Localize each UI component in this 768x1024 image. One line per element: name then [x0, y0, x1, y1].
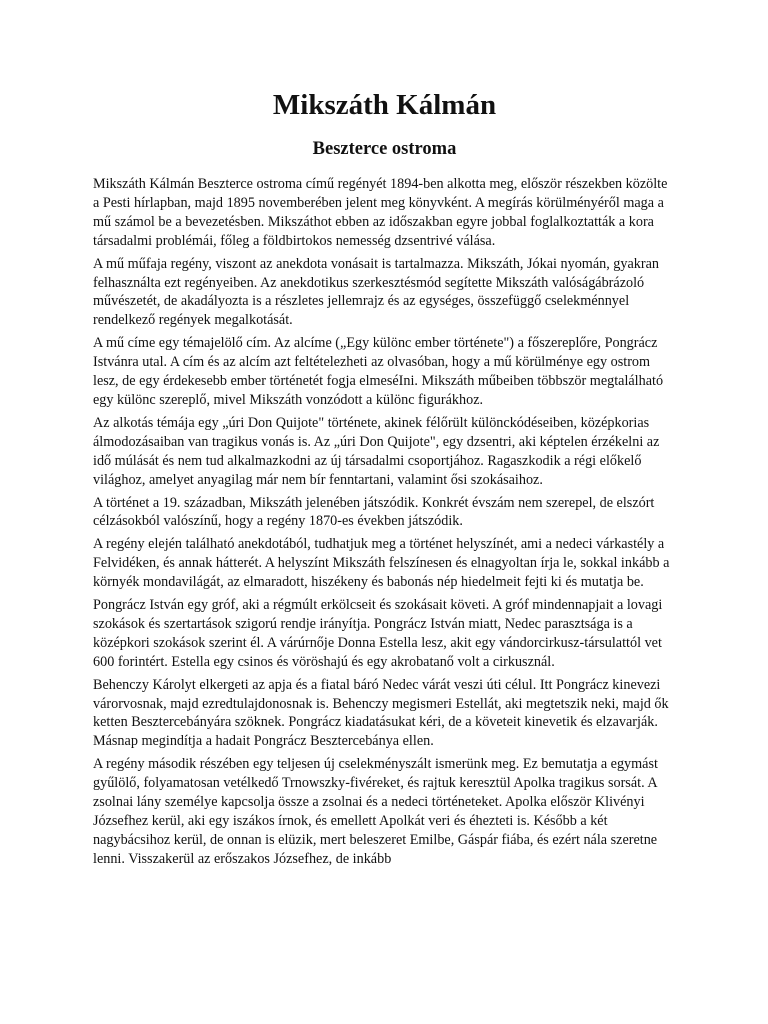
paragraph: A történet a 19. században, Mikszáth jelenében játszódik. Konkrét évszám nem szerepel, de elszórt célzásokból valószínű, hogy a regény 1870-es években játszódik. — [93, 494, 655, 530]
paragraph: Pongrácz István egy gróf, aki a régmúlt erkölcseit és szokásait követi. A gróf mindennapjait a lovagi szokások és szertartások szigorú rendje irányítja. Pongrácz István miatt, Nedec parasztsága is a középkori szokások szerint él. A várúrnője Donna Estella lesz, akit egy vándorcirkusz-társulattól vet 600 forintért. Estella egy csinos és vöröshajú és egy akrobatanő volt a cirkusznál. — [93, 597, 663, 670]
document-title: Mikszáth Kálmán — [272, 89, 497, 121]
document-subtitle: Beszterce ostroma — [312, 139, 457, 159]
paragraph: A regény elején található anekdotából, tudhatjuk meg a történet helyszínét, ami a nedeci várkastély a Felvidéken, és annak hátterét. A helyszínt Mikszáth felszínesen és elnagyoltan írja le, sokkal inkább a környék mondavilágát, az elmaradott, hiszékeny és babonás nép hiedelmeit fejti ki és mutatja be. — [93, 536, 670, 591]
paragraph: A mű címe egy témajelölő cím. Az alcíme („Egy különc ember története") a főszereplőre, Pongrácz Istvánra utal. A cím és az alcím azt feltételezheti az olvasóban, hogy a mű körülménye egy ostrom lesz, de egy érdekesebb ember történetét fogja elmeséIni. Mikszáth műbeiben többször megtalálható egy különc szereplő, mivel Mikszáth vonzódott a különc figurákhoz. — [93, 335, 664, 408]
paragraph: A regény második részében egy teljesen új cselekményszált ismerünk meg. Ez bemutatja a egymást gyűlölő, folyamatosan vetélkedő Trnowszky-fivéreket, és rajtuk keresztül Apolka tragikus sorsát. A zsolnai lány személye kapcsolja össze a zsolnai és a nedeci történeteket. Apolka először Klivényi Józsefhez kerül, aki egy iszákos írnok, és emellett Apolkát veri és éhezteti is. Később a két nagybácsihoz kerül, de onnan is elüzik, mert beleszeret Emilbe, Gáspár fiába, és ezért nála szeretne lenni. Visszakerül az erőszakos Józsefhez, de inkább — [93, 756, 658, 867]
paragraph: A mű műfaja regény, viszont az anekdota vonásait is tartalmazza. Mikszáth, Jókai nyomán, gyakran felhasználta ezt regényeiben. Az anekdotikus szerkesztésmód segítette Mikszáth valóságábrázoló művészetét, de akadályozta is a részletes jellemrajz és az egységes, összefüggő cselekménnyel rendelkező regények megalkotását. — [93, 255, 660, 329]
paragraph: Az alkotás témája egy „úri Don Quijote" története, akinek félőrült különckódéseiben, középkorias álmodozásaiban van tragikus vonás is. Az „úri Don Quijote", egy dzsentri, aki képtelen érzékelni az idő múlását és nem tud alkalmazkodni az új társadalmi csoportjához. Ragaszkodik a régi előkelő világhoz, amelyet anyagilag már nem bír fenntartani, valamint ősi szokásaihoz. — [93, 414, 660, 488]
paragraph: Mikszáth Kálmán Beszterce ostroma című regényét 1894-ben alkotta meg, először részekben közölte a Pesti hírlapban, majd 1895 novemberében jelent meg könyvként. A megírás körülményéről maga a mű számol be a bevezetésben. Mikszáthot ebben az időszakban egyre jobbal foglalkoztatták a kora társadalmi problémái, főleg a földbirtokos nemesség dzsentrivé válása. — [93, 176, 668, 249]
paragraph: Behenczy Károlyt elkergeti az apja és a fiatal báró Nedec várát veszi úti célul. Itt Pongrácz kinevezi várorvosnak, majd ezredtulajdonosnak is. Behenczy megismeri Estellát, aki megtetszik neki, majd ők ketten Besztercebányára szöknek. Pongrácz kiadatásukat kéri, de a követeit kinevetik és elzavarják. Másnap megindítja a hadait Pongrácz Besztercebánya ellen. — [93, 676, 669, 750]
document-body — [93, 175, 676, 869]
